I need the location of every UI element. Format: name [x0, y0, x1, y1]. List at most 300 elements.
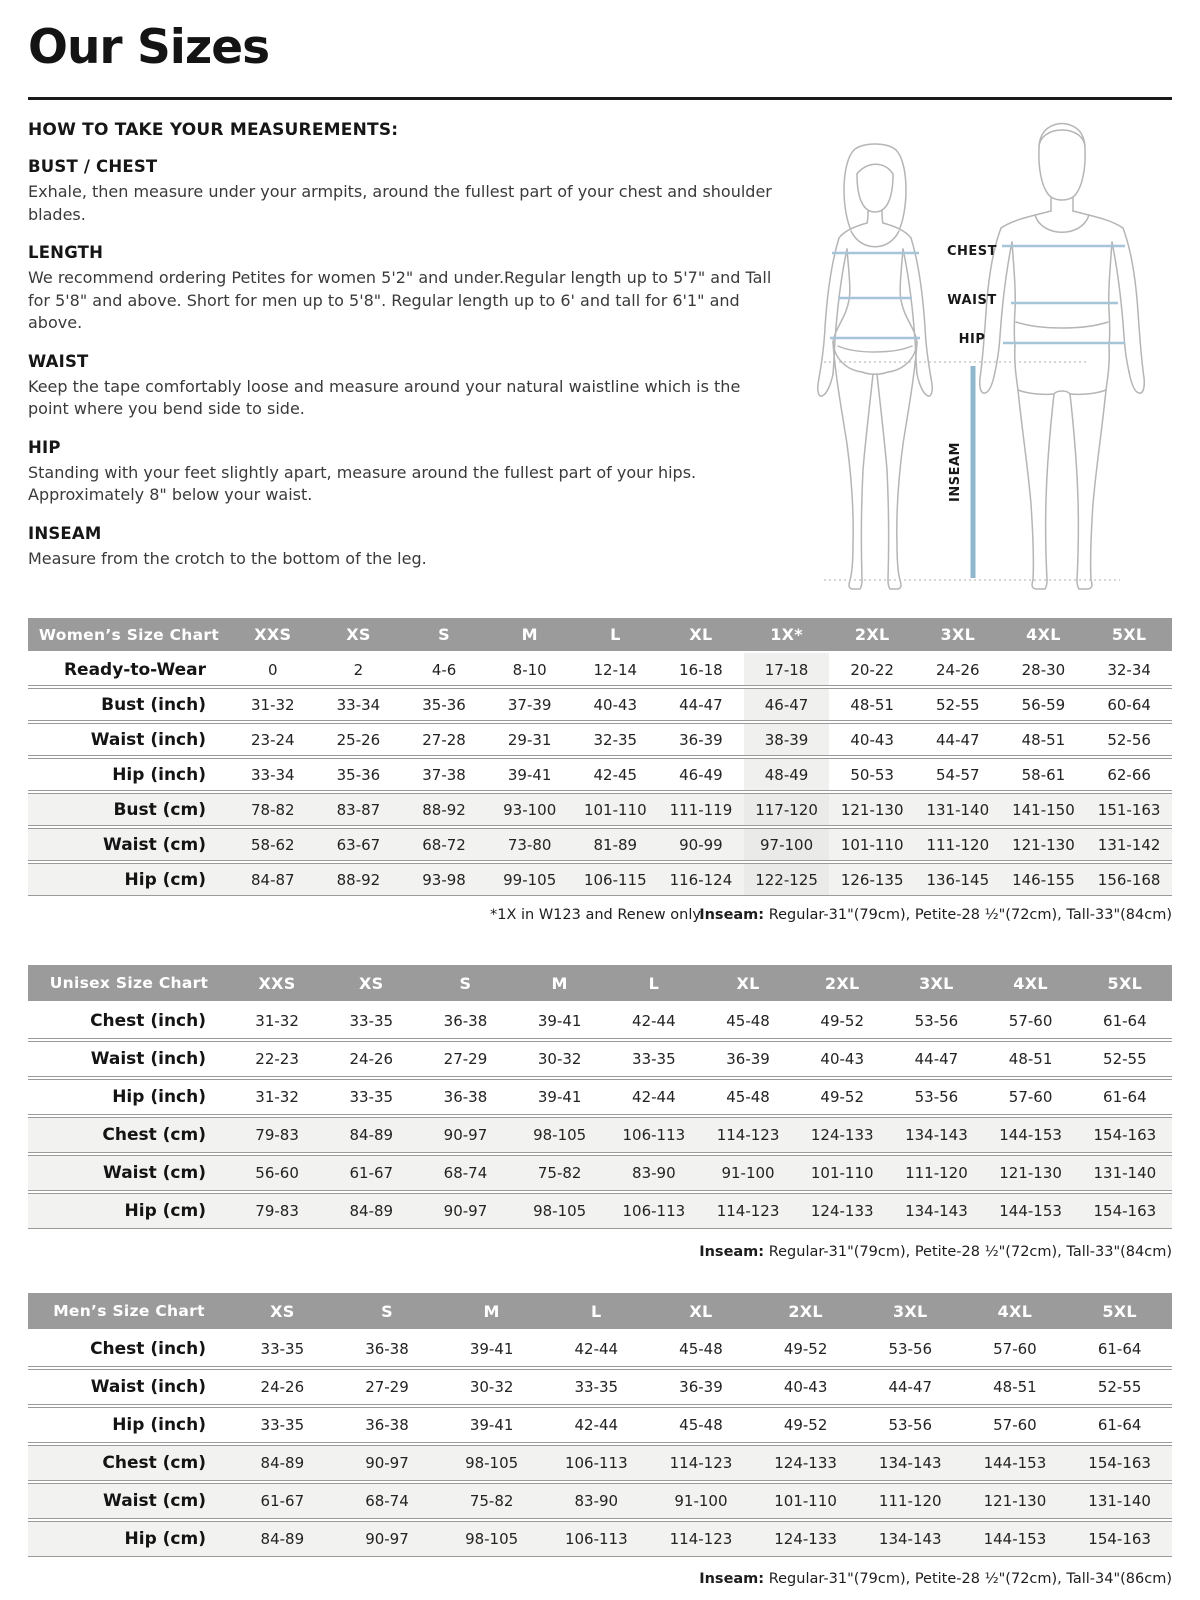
size-cell: 24-26 [915, 653, 1001, 686]
size-cell: 44-47 [915, 723, 1001, 756]
size-cell: 136-145 [915, 863, 1001, 896]
section-title: BUST / CHEST [28, 157, 158, 176]
inseam-footnote-label: Inseam: [699, 1571, 765, 1587]
size-cell: 48-51 [984, 1041, 1078, 1077]
size-cell: 36-39 [701, 1041, 795, 1077]
row-label: Chest (cm) [28, 1117, 230, 1153]
table-header-row [28, 965, 1172, 1001]
size-cell: 48-49 [744, 758, 830, 791]
size-column-header: 5XL [1078, 965, 1172, 1001]
size-cell: 121-130 [963, 1483, 1068, 1519]
size-cell: 31-32 [230, 1079, 324, 1115]
size-cell: 58-62 [230, 828, 316, 861]
size-cell: 75-82 [439, 1483, 544, 1519]
size-cell: 42-44 [544, 1331, 649, 1367]
size-cell: 56-59 [1001, 688, 1087, 721]
size-cell: 37-38 [401, 758, 487, 791]
table-row [28, 1003, 1172, 1039]
size-cell: 4-6 [401, 653, 487, 686]
row-label: Hip (cm) [28, 863, 230, 896]
inseam-footnote [699, 907, 1172, 923]
size-cell: 33-35 [607, 1041, 701, 1077]
size-cell: 40-43 [753, 1369, 858, 1405]
size-cell: 27-28 [401, 723, 487, 756]
size-cell: 31-32 [230, 688, 316, 721]
table-title: Women’s Size Chart [28, 618, 230, 651]
size-column-header: 4XL [963, 1293, 1068, 1329]
row-label: Hip (inch) [28, 1407, 230, 1443]
table-row [28, 1483, 1172, 1519]
size-cell: 49-52 [795, 1003, 889, 1039]
section-text: Keep the tape comfortably loose and measure around your natural waistline which is the point where you bend side to side. [28, 376, 741, 418]
size-cell: 141-150 [1001, 793, 1087, 826]
size-cell: 91-100 [701, 1155, 795, 1191]
size-cell: 45-48 [701, 1079, 795, 1115]
size-cell: 90-99 [658, 828, 744, 861]
size-cell: 106-113 [544, 1445, 649, 1481]
table-row [28, 1369, 1172, 1405]
size-cell: 106-115 [573, 863, 659, 896]
table-title: Unisex Size Chart [28, 965, 230, 1001]
size-cell: 106-113 [607, 1193, 701, 1229]
size-cell: 36-38 [335, 1407, 440, 1443]
size-column-header: 5XL [1067, 1293, 1172, 1329]
size-cell: 58-61 [1001, 758, 1087, 791]
size-column-header: 3XL [858, 1293, 963, 1329]
measurement-section-hip [28, 438, 780, 507]
size-column-header: XXS [230, 965, 324, 1001]
row-label: Bust (inch) [28, 688, 230, 721]
size-cell: 83-90 [544, 1483, 649, 1519]
size-cell: 53-56 [858, 1331, 963, 1367]
size-cell: 57-60 [963, 1407, 1068, 1443]
unisex-chart-footnotes [28, 1244, 1172, 1266]
size-cell: 49-52 [753, 1331, 858, 1367]
size-cell: 114-123 [701, 1193, 795, 1229]
size-column-header: S [401, 618, 487, 651]
row-label: Chest (inch) [28, 1331, 230, 1367]
size-cell: 114-123 [701, 1117, 795, 1153]
size-cell: 49-52 [753, 1407, 858, 1443]
size-cell: 154-163 [1067, 1445, 1172, 1481]
size-cell: 16-18 [658, 653, 744, 686]
row-label: Waist (cm) [28, 828, 230, 861]
size-cell: 122-125 [744, 863, 830, 896]
row-label: Hip (cm) [28, 1521, 230, 1557]
size-cell: 78-82 [230, 793, 316, 826]
size-table [28, 616, 1172, 898]
waist-label: WAIST [947, 293, 997, 308]
size-cell: 49-52 [795, 1079, 889, 1115]
row-label: Waist (inch) [28, 723, 230, 756]
body-outline-figures-svg [788, 112, 1170, 590]
size-cell: 17-18 [744, 653, 830, 686]
size-cell: 12-14 [573, 653, 659, 686]
size-cell: 50-53 [829, 758, 915, 791]
size-cell: 98-105 [439, 1445, 544, 1481]
size-cell: 61-67 [324, 1155, 418, 1191]
row-label: Hip (cm) [28, 1193, 230, 1229]
table-row [28, 653, 1172, 686]
size-cell: 93-100 [487, 793, 573, 826]
size-cell: 62-66 [1086, 758, 1172, 791]
size-cell: 36-38 [418, 1003, 512, 1039]
womens-chart-footnotes [28, 907, 1172, 929]
table-row [28, 758, 1172, 791]
size-cell: 126-135 [829, 863, 915, 896]
size-cell: 61-64 [1078, 1079, 1172, 1115]
size-column-header: M [439, 1293, 544, 1329]
size-cell: 53-56 [889, 1079, 983, 1115]
inseam-footnote [699, 1244, 1172, 1260]
table-row [28, 723, 1172, 756]
size-cell: 99-105 [487, 863, 573, 896]
size-cell: 134-143 [889, 1193, 983, 1229]
size-cell: 25-26 [316, 723, 402, 756]
size-cell: 156-168 [1086, 863, 1172, 896]
size-cell: 117-120 [744, 793, 830, 826]
size-cell: 90-97 [335, 1521, 440, 1557]
size-cell: 101-110 [829, 828, 915, 861]
table-row [28, 793, 1172, 826]
size-cell: 60-64 [1086, 688, 1172, 721]
size-cell: 124-133 [795, 1117, 889, 1153]
size-cell: 29-31 [487, 723, 573, 756]
size-cell: 134-143 [858, 1445, 963, 1481]
table-title: Men’s Size Chart [28, 1293, 230, 1329]
size-column-header: S [418, 965, 512, 1001]
size-cell: 131-140 [1067, 1483, 1172, 1519]
table-row [28, 1079, 1172, 1115]
size-cell: 73-80 [487, 828, 573, 861]
size-cell: 154-163 [1078, 1117, 1172, 1153]
size-cell: 53-56 [858, 1407, 963, 1443]
size-cell: 98-105 [439, 1521, 544, 1557]
size-cell: 84-87 [230, 863, 316, 896]
size-cell: 121-130 [829, 793, 915, 826]
size-cell: 45-48 [701, 1003, 795, 1039]
table-row [28, 1117, 1172, 1153]
size-column-header: M [513, 965, 607, 1001]
size-cell: 131-140 [915, 793, 1001, 826]
size-cell: 79-83 [230, 1117, 324, 1153]
section-text: Standing with your feet slightly apart, measure around the fullest part of your hips. Approximately 8" below your waist. [28, 462, 697, 504]
size-cell: 111-120 [889, 1155, 983, 1191]
size-table [28, 1291, 1172, 1559]
section-text: We recommend ordering Petites for women 5'2" and under.Regular length up to 5'7" and Tall for 5'8" and above. Short for men up to 5'8". Regular length up to 6' and tall for 6'1" and above. [28, 268, 772, 332]
size-cell: 98-105 [513, 1117, 607, 1153]
size-cell: 30-32 [439, 1369, 544, 1405]
size-cell: 39-41 [513, 1003, 607, 1039]
size-cell: 61-67 [230, 1483, 335, 1519]
size-cell: 111-120 [858, 1483, 963, 1519]
size-cell: 52-56 [1086, 723, 1172, 756]
measurement-instructions [28, 120, 780, 570]
size-cell: 42-45 [573, 758, 659, 791]
size-cell: 57-60 [984, 1003, 1078, 1039]
size-cell: 35-36 [316, 758, 402, 791]
table-row [28, 863, 1172, 896]
size-column-header: 5XL [1086, 618, 1172, 651]
size-cell: 61-64 [1067, 1407, 1172, 1443]
unisex-size-chart [28, 963, 1172, 1266]
inseam-footnote-text: Regular-31"(79cm), Petite-28 ½"(72cm), Tall-33"(84cm) [768, 1244, 1172, 1260]
size-cell: 31-32 [230, 1003, 324, 1039]
table-row [28, 1407, 1172, 1443]
size-cell: 91-100 [649, 1483, 754, 1519]
size-cell: 98-105 [513, 1193, 607, 1229]
size-cell: 0 [230, 653, 316, 686]
section-title: HIP [28, 437, 61, 457]
woman-figure-outline [818, 144, 933, 589]
size-cell: 40-43 [829, 723, 915, 756]
size-cell: 40-43 [795, 1041, 889, 1077]
size-cell: 90-97 [418, 1193, 512, 1229]
size-cell: 146-155 [1001, 863, 1087, 896]
measurement-section-waist [28, 352, 780, 421]
size-cell: 53-56 [889, 1003, 983, 1039]
size-cell: 68-72 [401, 828, 487, 861]
howto-heading: HOW TO TAKE YOUR MEASUREMENTS: [28, 120, 399, 140]
size-cell: 20-22 [829, 653, 915, 686]
size-cell: 32-34 [1086, 653, 1172, 686]
size-cell: 36-38 [335, 1331, 440, 1367]
inseam-footnote-text: Regular-31"(79cm), Petite-28 ½"(72cm), Tall-34"(86cm) [768, 1571, 1172, 1587]
size-column-header: 1X* [744, 618, 830, 651]
size-cell: 52-55 [915, 688, 1001, 721]
size-cell: 33-35 [544, 1369, 649, 1405]
chest-label: CHEST [946, 244, 998, 259]
size-column-header: 2XL [795, 965, 889, 1001]
size-cell: 33-35 [324, 1079, 418, 1115]
size-cell: 144-153 [963, 1445, 1068, 1481]
size-column-header: 3XL [915, 618, 1001, 651]
size-cell: 48-51 [829, 688, 915, 721]
size-cell: 33-34 [316, 688, 402, 721]
size-cell: 144-153 [984, 1117, 1078, 1153]
table-header-row [28, 618, 1172, 651]
size-column-header: XS [316, 618, 402, 651]
size-cell: 24-26 [230, 1369, 335, 1405]
size-cell: 144-153 [984, 1193, 1078, 1229]
row-label: Bust (cm) [28, 793, 230, 826]
size-cell: 81-89 [573, 828, 659, 861]
inseam-footnote-text: Regular-31"(79cm), Petite-28 ½"(72cm), Tall-33"(84cm) [768, 907, 1172, 923]
section-text: Measure from the crotch to the bottom of the leg. [28, 548, 427, 568]
size-column-header: XS [324, 965, 418, 1001]
row-label: Waist (inch) [28, 1369, 230, 1405]
table-row [28, 828, 1172, 861]
size-cell: 27-29 [335, 1369, 440, 1405]
size-column-header: L [607, 965, 701, 1001]
size-cell: 54-57 [915, 758, 1001, 791]
size-cell: 45-48 [649, 1407, 754, 1443]
size-cell: 121-130 [984, 1155, 1078, 1191]
size-column-header: XL [701, 965, 795, 1001]
inseam-footnote-label: Inseam: [699, 907, 765, 923]
size-cell: 114-123 [649, 1445, 754, 1481]
size-column-header: 3XL [889, 965, 983, 1001]
size-cell: 84-89 [230, 1521, 335, 1557]
size-cell: 93-98 [401, 863, 487, 896]
size-cell: 46-47 [744, 688, 830, 721]
size-column-header: XL [658, 618, 744, 651]
measurement-figures-illustration [788, 112, 1170, 590]
section-text: Exhale, then measure under your armpits, around the fullest part of your chest and shoulder blades. [28, 182, 772, 224]
section-title: INSEAM [28, 523, 102, 543]
row-label: Waist (inch) [28, 1041, 230, 1077]
size-cell: 39-41 [439, 1407, 544, 1443]
size-cell: 63-67 [316, 828, 402, 861]
size-cell: 106-113 [607, 1117, 701, 1153]
size-cell: 45-48 [649, 1331, 754, 1367]
table-row [28, 688, 1172, 721]
size-cell: 39-41 [439, 1331, 544, 1367]
size-cell: 134-143 [889, 1117, 983, 1153]
row-label: Hip (inch) [28, 758, 230, 791]
size-cell: 57-60 [984, 1079, 1078, 1115]
size-cell: 40-43 [573, 688, 659, 721]
size-cell: 88-92 [401, 793, 487, 826]
size-column-header: 2XL [753, 1293, 858, 1329]
size-cell: 83-87 [316, 793, 402, 826]
inseam-footnote-label: Inseam: [699, 1244, 765, 1260]
section-title: WAIST [28, 351, 89, 371]
row-label: Waist (cm) [28, 1155, 230, 1191]
size-cell: 44-47 [858, 1369, 963, 1405]
table-row [28, 1193, 1172, 1229]
size-cell: 131-140 [1078, 1155, 1172, 1191]
row-label: Waist (cm) [28, 1483, 230, 1519]
size-cell: 111-119 [658, 793, 744, 826]
size-cell: 79-83 [230, 1193, 324, 1229]
size-cell: 22-23 [230, 1041, 324, 1077]
size-cell: 33-35 [230, 1407, 335, 1443]
size-cell: 48-51 [1001, 723, 1087, 756]
page-title: Our Sizes [28, 20, 270, 75]
size-cell: 39-41 [487, 758, 573, 791]
size-cell: 84-89 [230, 1445, 335, 1481]
size-cell: 33-35 [324, 1003, 418, 1039]
size-cell: 88-92 [316, 863, 402, 896]
size-cell: 39-41 [513, 1079, 607, 1115]
size-cell: 90-97 [335, 1445, 440, 1481]
size-cell: 151-163 [1086, 793, 1172, 826]
hip-label: HIP [958, 332, 986, 347]
size-cell: 106-113 [544, 1521, 649, 1557]
size-cell: 42-44 [544, 1407, 649, 1443]
size-cell: 36-39 [649, 1369, 754, 1405]
table-row [28, 1041, 1172, 1077]
size-column-header: XXS [230, 618, 316, 651]
size-cell: 101-110 [795, 1155, 889, 1191]
size-cell: 44-47 [889, 1041, 983, 1077]
size-cell: 121-130 [1001, 828, 1087, 861]
size-column-header: 4XL [1001, 618, 1087, 651]
size-cell: 36-39 [658, 723, 744, 756]
footnote-asterisk: *1X in W123 and Renew only. [490, 907, 704, 923]
row-label: Chest (inch) [28, 1003, 230, 1039]
table-row [28, 1331, 1172, 1367]
size-cell: 57-60 [963, 1331, 1068, 1367]
table-header-row [28, 1293, 1172, 1329]
size-cell: 23-24 [230, 723, 316, 756]
inseam-label: INSEAM [948, 442, 963, 502]
size-cell: 131-142 [1086, 828, 1172, 861]
size-cell: 30-32 [513, 1041, 607, 1077]
size-cell: 154-163 [1067, 1521, 1172, 1557]
size-cell: 56-60 [230, 1155, 324, 1191]
title-divider [28, 97, 1172, 100]
size-column-header: S [335, 1293, 440, 1329]
size-cell: 114-123 [649, 1521, 754, 1557]
size-cell: 33-35 [230, 1331, 335, 1367]
size-cell: 97-100 [744, 828, 830, 861]
man-figure-outline [980, 124, 1145, 590]
size-cell: 61-64 [1078, 1003, 1172, 1039]
mens-size-chart [28, 1291, 1172, 1593]
measurement-section-bust [28, 157, 780, 226]
size-cell: 90-97 [418, 1117, 512, 1153]
size-cell: 35-36 [401, 688, 487, 721]
size-cell: 36-38 [418, 1079, 512, 1115]
size-cell: 44-47 [658, 688, 744, 721]
size-cell: 8-10 [487, 653, 573, 686]
size-column-header: XS [230, 1293, 335, 1329]
row-label: Hip (inch) [28, 1079, 230, 1115]
size-cell: 52-55 [1078, 1041, 1172, 1077]
table-row [28, 1155, 1172, 1191]
size-table [28, 963, 1172, 1231]
size-cell: 42-44 [607, 1003, 701, 1039]
size-cell: 2 [316, 653, 402, 686]
size-column-header: M [487, 618, 573, 651]
size-cell: 68-74 [335, 1483, 440, 1519]
size-cell: 28-30 [1001, 653, 1087, 686]
size-cell: 42-44 [607, 1079, 701, 1115]
size-cell: 46-49 [658, 758, 744, 791]
row-label: Chest (cm) [28, 1445, 230, 1481]
size-cell: 101-110 [573, 793, 659, 826]
size-cell: 52-55 [1067, 1369, 1172, 1405]
size-cell: 33-34 [230, 758, 316, 791]
size-cell: 37-39 [487, 688, 573, 721]
size-cell: 61-64 [1067, 1331, 1172, 1367]
size-cell: 134-143 [858, 1521, 963, 1557]
size-cell: 48-51 [963, 1369, 1068, 1405]
size-column-header: XL [649, 1293, 754, 1329]
size-cell: 111-120 [915, 828, 1001, 861]
size-cell: 27-29 [418, 1041, 512, 1077]
size-column-header: 4XL [984, 965, 1078, 1001]
size-cell: 124-133 [753, 1445, 858, 1481]
size-cell: 75-82 [513, 1155, 607, 1191]
size-cell: 68-74 [418, 1155, 512, 1191]
size-cell: 32-35 [573, 723, 659, 756]
size-cell: 116-124 [658, 863, 744, 896]
row-label: Ready-to-Wear [28, 653, 230, 686]
size-cell: 154-163 [1078, 1193, 1172, 1229]
size-column-header: L [573, 618, 659, 651]
size-cell: 83-90 [607, 1155, 701, 1191]
size-cell: 84-89 [324, 1193, 418, 1229]
table-row [28, 1445, 1172, 1481]
measurement-section-inseam [28, 524, 780, 571]
mens-chart-footnotes [28, 1571, 1172, 1593]
inseam-footnote [699, 1571, 1172, 1587]
size-cell: 24-26 [324, 1041, 418, 1077]
section-title: LENGTH [28, 243, 104, 262]
